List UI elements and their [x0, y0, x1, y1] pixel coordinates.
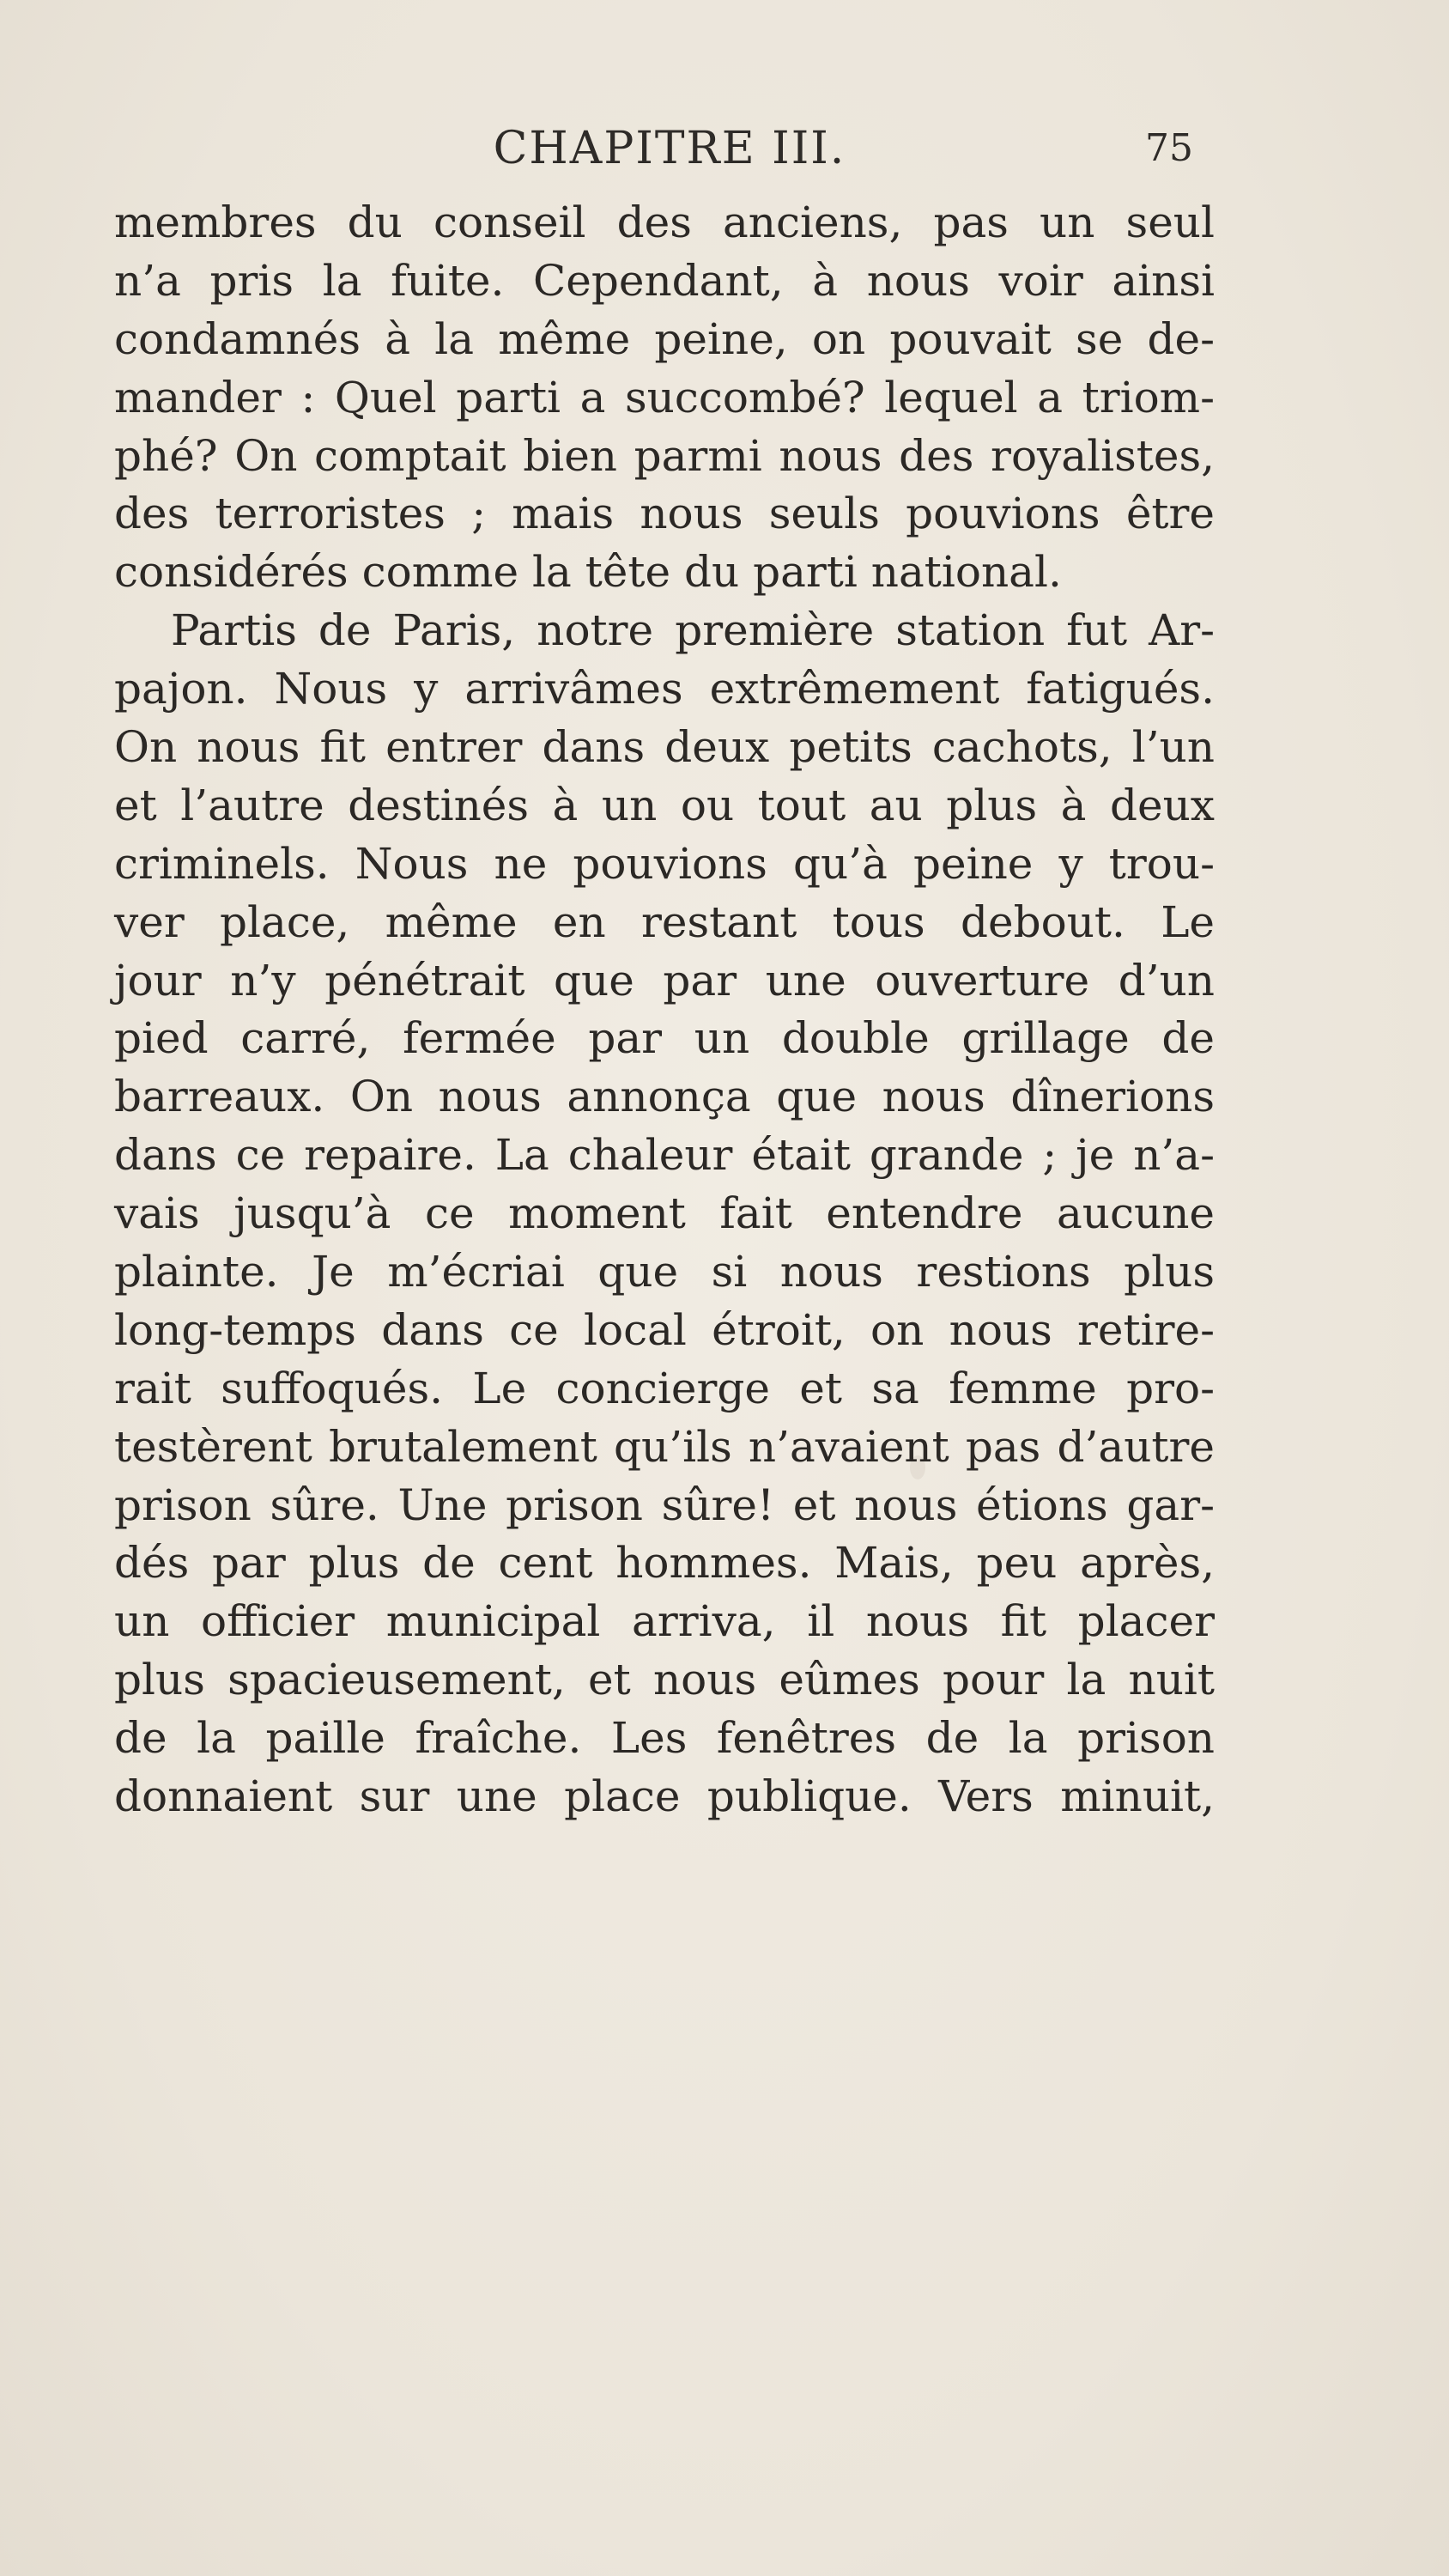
text-line: membres du conseil des anciens, pas un seul — [114, 197, 1215, 247]
text-line: On nous fit entrer dans deux petits cachots, l’un — [114, 722, 1215, 773]
body-text — [114, 194, 1215, 1826]
page-number: 75 — [1145, 126, 1193, 170]
text-line: prison sûre. Une prison sûre! et nous étions gar- — [114, 1479, 1215, 1530]
text-line: barreaux. On nous annonça que nous dînerions — [114, 1072, 1215, 1122]
text-line: des terroristes ; mais nous seuls pouvions être — [114, 489, 1215, 539]
paragraph-end-line: considérés comme la tête du parti national. — [114, 547, 1062, 598]
text-line: donnaient sur une place publique. Vers minuit, — [114, 1771, 1215, 1822]
text-line: ver place, même en restant tous debout. Le — [114, 896, 1215, 947]
text-line: plus spacieusement, et nous eûmes pour la nuit — [114, 1655, 1215, 1705]
text-line: et l’autre destinés à un ou tout au plus à deux — [114, 780, 1215, 830]
running-head — [0, 118, 1449, 179]
text-line: rait suffoqués. Le concierge et sa femme pro- — [114, 1363, 1215, 1413]
text-line: mander : Quel parti a succombé? lequel a triom- — [114, 372, 1215, 422]
text-line: de la paille fraîche. Les fenêtres de la prison — [114, 1713, 1215, 1764]
chapter-title: CHAPITRE III. — [493, 123, 846, 174]
text-line: criminels. Nous ne pouvions qu’à peine y trou- — [114, 838, 1215, 889]
text-line: dans ce repaire. La chaleur était grande ; je n’a- — [114, 1130, 1215, 1181]
text-line: pajon. Nous y arrivâmes extrêmement fatigués. — [114, 664, 1215, 714]
text-line: testèrent brutalement qu’ils n’avaient pas d’autre — [114, 1421, 1215, 1472]
text-line: n’a pris la fuite. Cependant, à nous voir ainsi — [114, 255, 1215, 306]
text-line: pied carré, fermée par un double grillage de — [114, 1013, 1215, 1064]
text-line: plainte. Je m’écriai que si nous restions plus — [114, 1247, 1215, 1297]
text-line: phé? On comptait bien parmi nous des royalistes, — [114, 430, 1215, 481]
paragraph-start-line: Partis de Paris, notre première station fut Ar- — [171, 605, 1215, 656]
text-line: long-temps dans ce local étroit, on nous retire- — [114, 1304, 1215, 1355]
text-line: condamnés à la même peine, on pouvait se de- — [114, 313, 1215, 364]
text-line: un officier municipal arriva, il nous fit placer — [114, 1596, 1215, 1647]
text-line: vais jusqu’à ce moment fait entendre aucune — [114, 1188, 1215, 1239]
text-line: jour n’y pénétrait que par une ouverture d’un — [114, 955, 1215, 1005]
text-line: dés par plus de cent hommes. Mais, peu après, — [114, 1538, 1215, 1589]
